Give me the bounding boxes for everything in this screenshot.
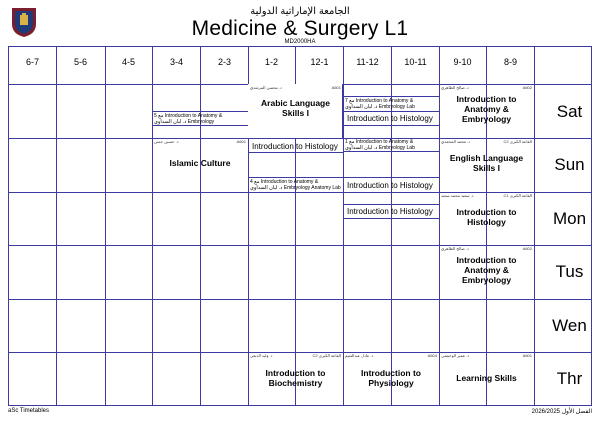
lab-note: Introduction to Histology: [347, 114, 433, 123]
day-label-thr: Thr: [556, 369, 583, 388]
day-label-wen: Wen: [552, 316, 587, 335]
period-header: 3-4: [169, 57, 183, 67]
lab-note: 4 مع Introduction to Anatomy &: [250, 179, 319, 185]
period-header: 8-9: [503, 57, 517, 67]
lesson-histology-mon[interactable]: د. سعيد محمد سعيد C1 القاعة الكبرى Introduction to Histology: [441, 193, 532, 227]
lab-note: د. ليان السداوي Embryology Lab: [345, 104, 415, 110]
lesson-islamic-culture[interactable]: د. حسين حسن A601 Islamic Culture: [154, 139, 246, 168]
period-header: 6-7: [25, 57, 39, 67]
class-code: MD2000HA: [284, 39, 316, 45]
lesson-arabic-language[interactable]: د. محسن المرشدي A601 Arabic Language Skills I: [248, 84, 343, 138]
period-header: 2-3: [217, 57, 231, 67]
lab-note: 5 مع Introduction to Anatomy &: [154, 113, 223, 119]
timetable-grid: [8, 46, 592, 406]
page-title: Medicine & Surgery L1: [191, 17, 409, 40]
footer-semester-label: الفصل الأول 2026/2025: [531, 409, 592, 415]
arabic-title: الجامعة الإماراتية الدولية: [250, 6, 350, 17]
day-label-sat: Sat: [556, 102, 583, 121]
day-label-tus: Tus: [555, 262, 584, 281]
lesson-anatomy-sat[interactable]: د. صالح الظاهري A602 Introduction to Anatomy & Embryology: [441, 85, 532, 124]
lab-note: د. ليان السداوي Embryology Lab: [345, 145, 415, 151]
day-label-sun: Sun: [554, 155, 585, 174]
lab-note: Introduction to Histology: [252, 142, 338, 151]
lesson-physiology[interactable]: د. عادل عبدالنعيم A604 Introduction to Physiology: [345, 353, 437, 388]
lab-note: د. ليان السداوي Embryology: [154, 119, 215, 125]
period-header: 12-1: [310, 57, 329, 67]
lab-note: 1 مع Introduction to Anatomy &: [345, 139, 414, 145]
period-header: 1-2: [264, 57, 278, 67]
lesson-learning-skills[interactable]: د. عمير الوحيشي A601 Learning Skills: [441, 353, 532, 383]
lesson-anatomy-tus[interactable]: د. صالح الظاهري A602 Introduction to Anatomy & Embryology: [441, 246, 532, 285]
day-label-mon: Mon: [552, 209, 587, 228]
lab-note: 7 مع Introduction to Anatomy &: [345, 98, 414, 104]
period-header: 4-5: [121, 57, 135, 67]
lesson-english-language[interactable]: د. محمد المحمدي C2 القاعة الكبرى English Language Skills I: [441, 139, 532, 173]
lesson-biochemistry[interactable]: د. وليد الدبعي C2 القاعة الكبرى Introduction to Biochemistry: [250, 353, 341, 388]
footer-software-label: aSc Timetables: [8, 408, 50, 414]
period-header: 10-11: [404, 57, 427, 67]
period-header: 11-12: [356, 57, 379, 67]
lab-note: Introduction to Histology: [347, 207, 433, 216]
lab-note: د. ليان السداوي Embryology Anatomy Lab: [250, 185, 341, 191]
period-header: 5-6: [73, 57, 87, 67]
period-header: 9-10: [453, 57, 472, 67]
lab-note: Introduction to Histology: [347, 181, 433, 190]
